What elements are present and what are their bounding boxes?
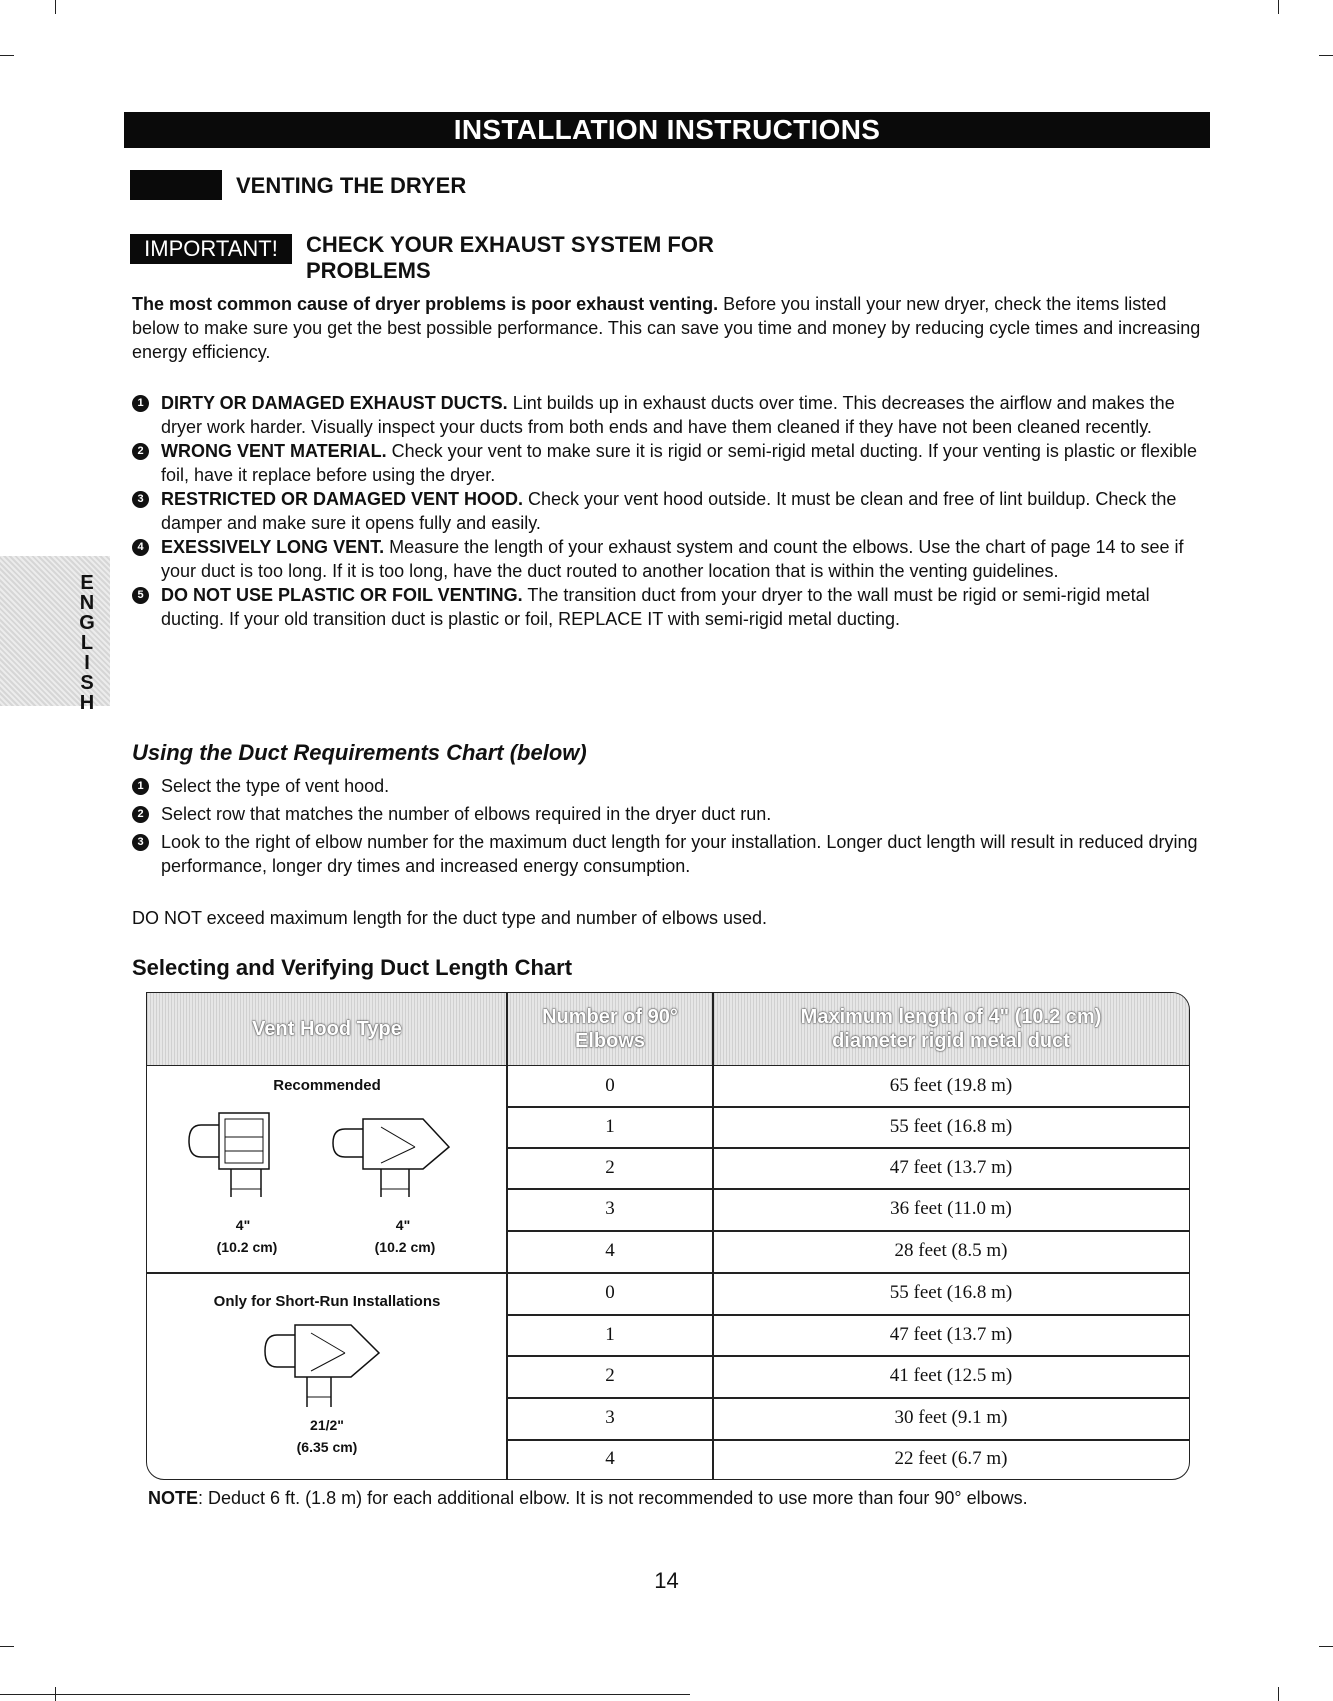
item-bold: RESTRICTED OR DAMAGED VENT HOOD. xyxy=(161,489,524,509)
step-text: Look to the right of elbow number for the maximum duct length for your installation. Longer duct length will result in reduced drying performance, longer dry times and increased energy consumption. xyxy=(161,832,1198,876)
elbows-cell: 4 xyxy=(605,1448,615,1469)
section-title: VENTING THE DRYER xyxy=(236,173,467,198)
intro-text: Before you install your new dryer, check the items listed below to make sure you get the best possible performance. This can save you time and money by reducing cycle times and increasing energy efficiency. xyxy=(132,294,1201,362)
dimension-metric: (6.35 cm) xyxy=(296,1439,358,1455)
important-title: CHECK YOUR EXHAUST SYSTEM FOR PROBLEMS xyxy=(306,232,714,283)
warning-text: DO NOT exceed maximum length for the duct type and number of elbows used. xyxy=(132,908,767,928)
box-vent-hood-illustration xyxy=(183,1107,293,1207)
length-cell: 30 feet (9.1 m) xyxy=(894,1407,1008,1428)
header-elbows: Number of 90° Elbows xyxy=(542,1006,678,1052)
list-item xyxy=(132,439,1212,487)
problem-list xyxy=(132,391,1212,631)
page-banner: INSTALLATION INSTRUCTIONS xyxy=(124,112,1210,148)
crop-mark xyxy=(1319,55,1333,56)
crop-mark xyxy=(1278,1687,1279,1701)
length-cell: 22 feet (6.7 m) xyxy=(894,1448,1008,1469)
list-item xyxy=(132,583,1212,631)
length-cell: 55 feet (16.8 m) xyxy=(889,1282,1013,1303)
list-item xyxy=(132,774,1212,798)
number-badge: 3 xyxy=(132,491,149,508)
item-text: Lint builds up in exhaust ducts over time. This decreases the airflow and makes the dryer work harder. Visually inspect your ducts from both ends and have them cleaned if they have not been cleaned recently. xyxy=(161,393,1175,437)
item-bold: DO NOT USE PLASTIC OR FOIL VENTING. xyxy=(161,585,523,605)
elbows-cell: 1 xyxy=(605,1115,615,1137)
item-bold: WRONG VENT MATERIAL. xyxy=(161,441,387,461)
length-cell: 55 feet (16.8 m) xyxy=(889,1115,1013,1137)
section-marker xyxy=(130,170,222,200)
item-bold: EXESSIVELY LONG VENT. xyxy=(161,537,385,557)
item-text: The transition duct from your dryer to the wall must be rigid or semi-rigid metal ducting. If your old transition duct is plastic or foil, REPLACE IT with semi-rigid metal ducting. xyxy=(161,585,1150,629)
elbows-cell: 0 xyxy=(605,1074,615,1096)
louvered-vent-hood-illustration xyxy=(323,1107,453,1207)
crop-mark xyxy=(1319,1646,1333,1647)
length-cell: 47 feet (13.7 m) xyxy=(889,1323,1013,1345)
crop-mark xyxy=(55,0,56,14)
item-text: Measure the length of your exhaust system and count the elbows. Use the chart of page 14 to see if your duct is too long. If it is too long, have the duct routed to another location that is within the venting guidelines. xyxy=(161,537,1184,581)
step-text: Select row that matches the number of elbows required in the dryer duct run. xyxy=(161,804,772,824)
group-label-recommended: Recommended xyxy=(273,1077,381,1094)
header-vent-hood: Vent Hood Type xyxy=(252,1018,402,1040)
elbows-cell: 2 xyxy=(605,1365,615,1386)
crop-mark xyxy=(0,55,14,56)
elbows-cell: 0 xyxy=(605,1282,615,1303)
number-badge: 4 xyxy=(132,539,149,556)
list-item xyxy=(132,830,1212,878)
dimension-metric: (10.2 cm) xyxy=(374,1239,436,1255)
length-cell: 28 feet (8.5 m) xyxy=(894,1240,1008,1261)
number-badge: 1 xyxy=(132,778,149,795)
elbows-cell: 1 xyxy=(605,1323,615,1345)
note-label: NOTE xyxy=(148,1488,199,1508)
list-item xyxy=(132,391,1212,439)
crop-mark xyxy=(1278,0,1279,14)
chart-instructions-heading: Using the Duct Requirements Chart (below) xyxy=(132,740,587,765)
language-tab-label: ENGLISH xyxy=(76,572,98,712)
dimension-size: 21/2" xyxy=(310,1417,344,1433)
item-bold: DIRTY OR DAMAGED EXHAUST DUCTS. xyxy=(161,393,508,413)
table-note xyxy=(148,1486,1208,1510)
elbows-cell: 2 xyxy=(605,1156,615,1178)
elbows-cell: 4 xyxy=(605,1240,615,1261)
elbows-cell: 3 xyxy=(605,1198,615,1219)
dimension-size: 4" xyxy=(395,1217,411,1233)
number-badge: 2 xyxy=(132,806,149,823)
group-divider xyxy=(147,1272,507,1274)
step-text: Select the type of vent hood. xyxy=(161,776,390,796)
length-cell: 41 feet (12.5 m) xyxy=(889,1365,1013,1386)
length-cell: 36 feet (11.0 m) xyxy=(890,1198,1012,1219)
note-text: : Deduct 6 ft. (1.8 m) for each additional elbow. It is not recommended to use more than four 90° elbows. xyxy=(198,1488,1028,1508)
number-badge: 3 xyxy=(132,834,149,851)
number-badge: 1 xyxy=(132,395,149,412)
steps-list xyxy=(132,774,1212,878)
list-item xyxy=(132,535,1212,583)
elbows-cell: 3 xyxy=(605,1407,615,1428)
duct-length-table xyxy=(146,992,1190,1480)
crop-mark xyxy=(0,1646,14,1647)
important-tag: IMPORTANT! xyxy=(130,234,292,264)
header-max-length: Maximum length of 4" (10.2 cm) diameter rigid metal duct xyxy=(800,1006,1102,1052)
list-item xyxy=(132,802,1212,826)
item-text: Check your vent hood outside. It must be clean and free of lint buildup. Check the damper and make sure it opens fully and easily. xyxy=(161,489,1177,533)
dimension-size: 4" xyxy=(235,1217,251,1233)
intro-paragraph xyxy=(132,292,1212,364)
number-badge: 2 xyxy=(132,443,149,460)
intro-bold: The most common cause of dryer problems is poor exhaust venting. xyxy=(132,294,719,314)
table-header xyxy=(147,993,1189,1066)
louvered-vent-hood-illustration xyxy=(255,1315,385,1415)
dimension-metric: (10.2 cm) xyxy=(216,1239,278,1255)
list-item xyxy=(132,487,1212,535)
item-text: Check your vent to make sure it is rigid or semi-rigid metal ducting. If your venting is plastic or flexible foil, have it replace before using the dryer. xyxy=(161,441,1197,485)
bottom-rule xyxy=(0,1694,690,1695)
number-badge: 5 xyxy=(132,587,149,604)
page-number: 14 xyxy=(654,1568,679,1593)
length-cell: 65 feet (19.8 m) xyxy=(889,1074,1013,1096)
table-heading: Selecting and Verifying Duct Length Chart xyxy=(132,955,573,980)
group-label-short-run: Only for Short-Run Installations xyxy=(213,1293,441,1310)
length-cell: 47 feet (13.7 m) xyxy=(889,1156,1013,1178)
